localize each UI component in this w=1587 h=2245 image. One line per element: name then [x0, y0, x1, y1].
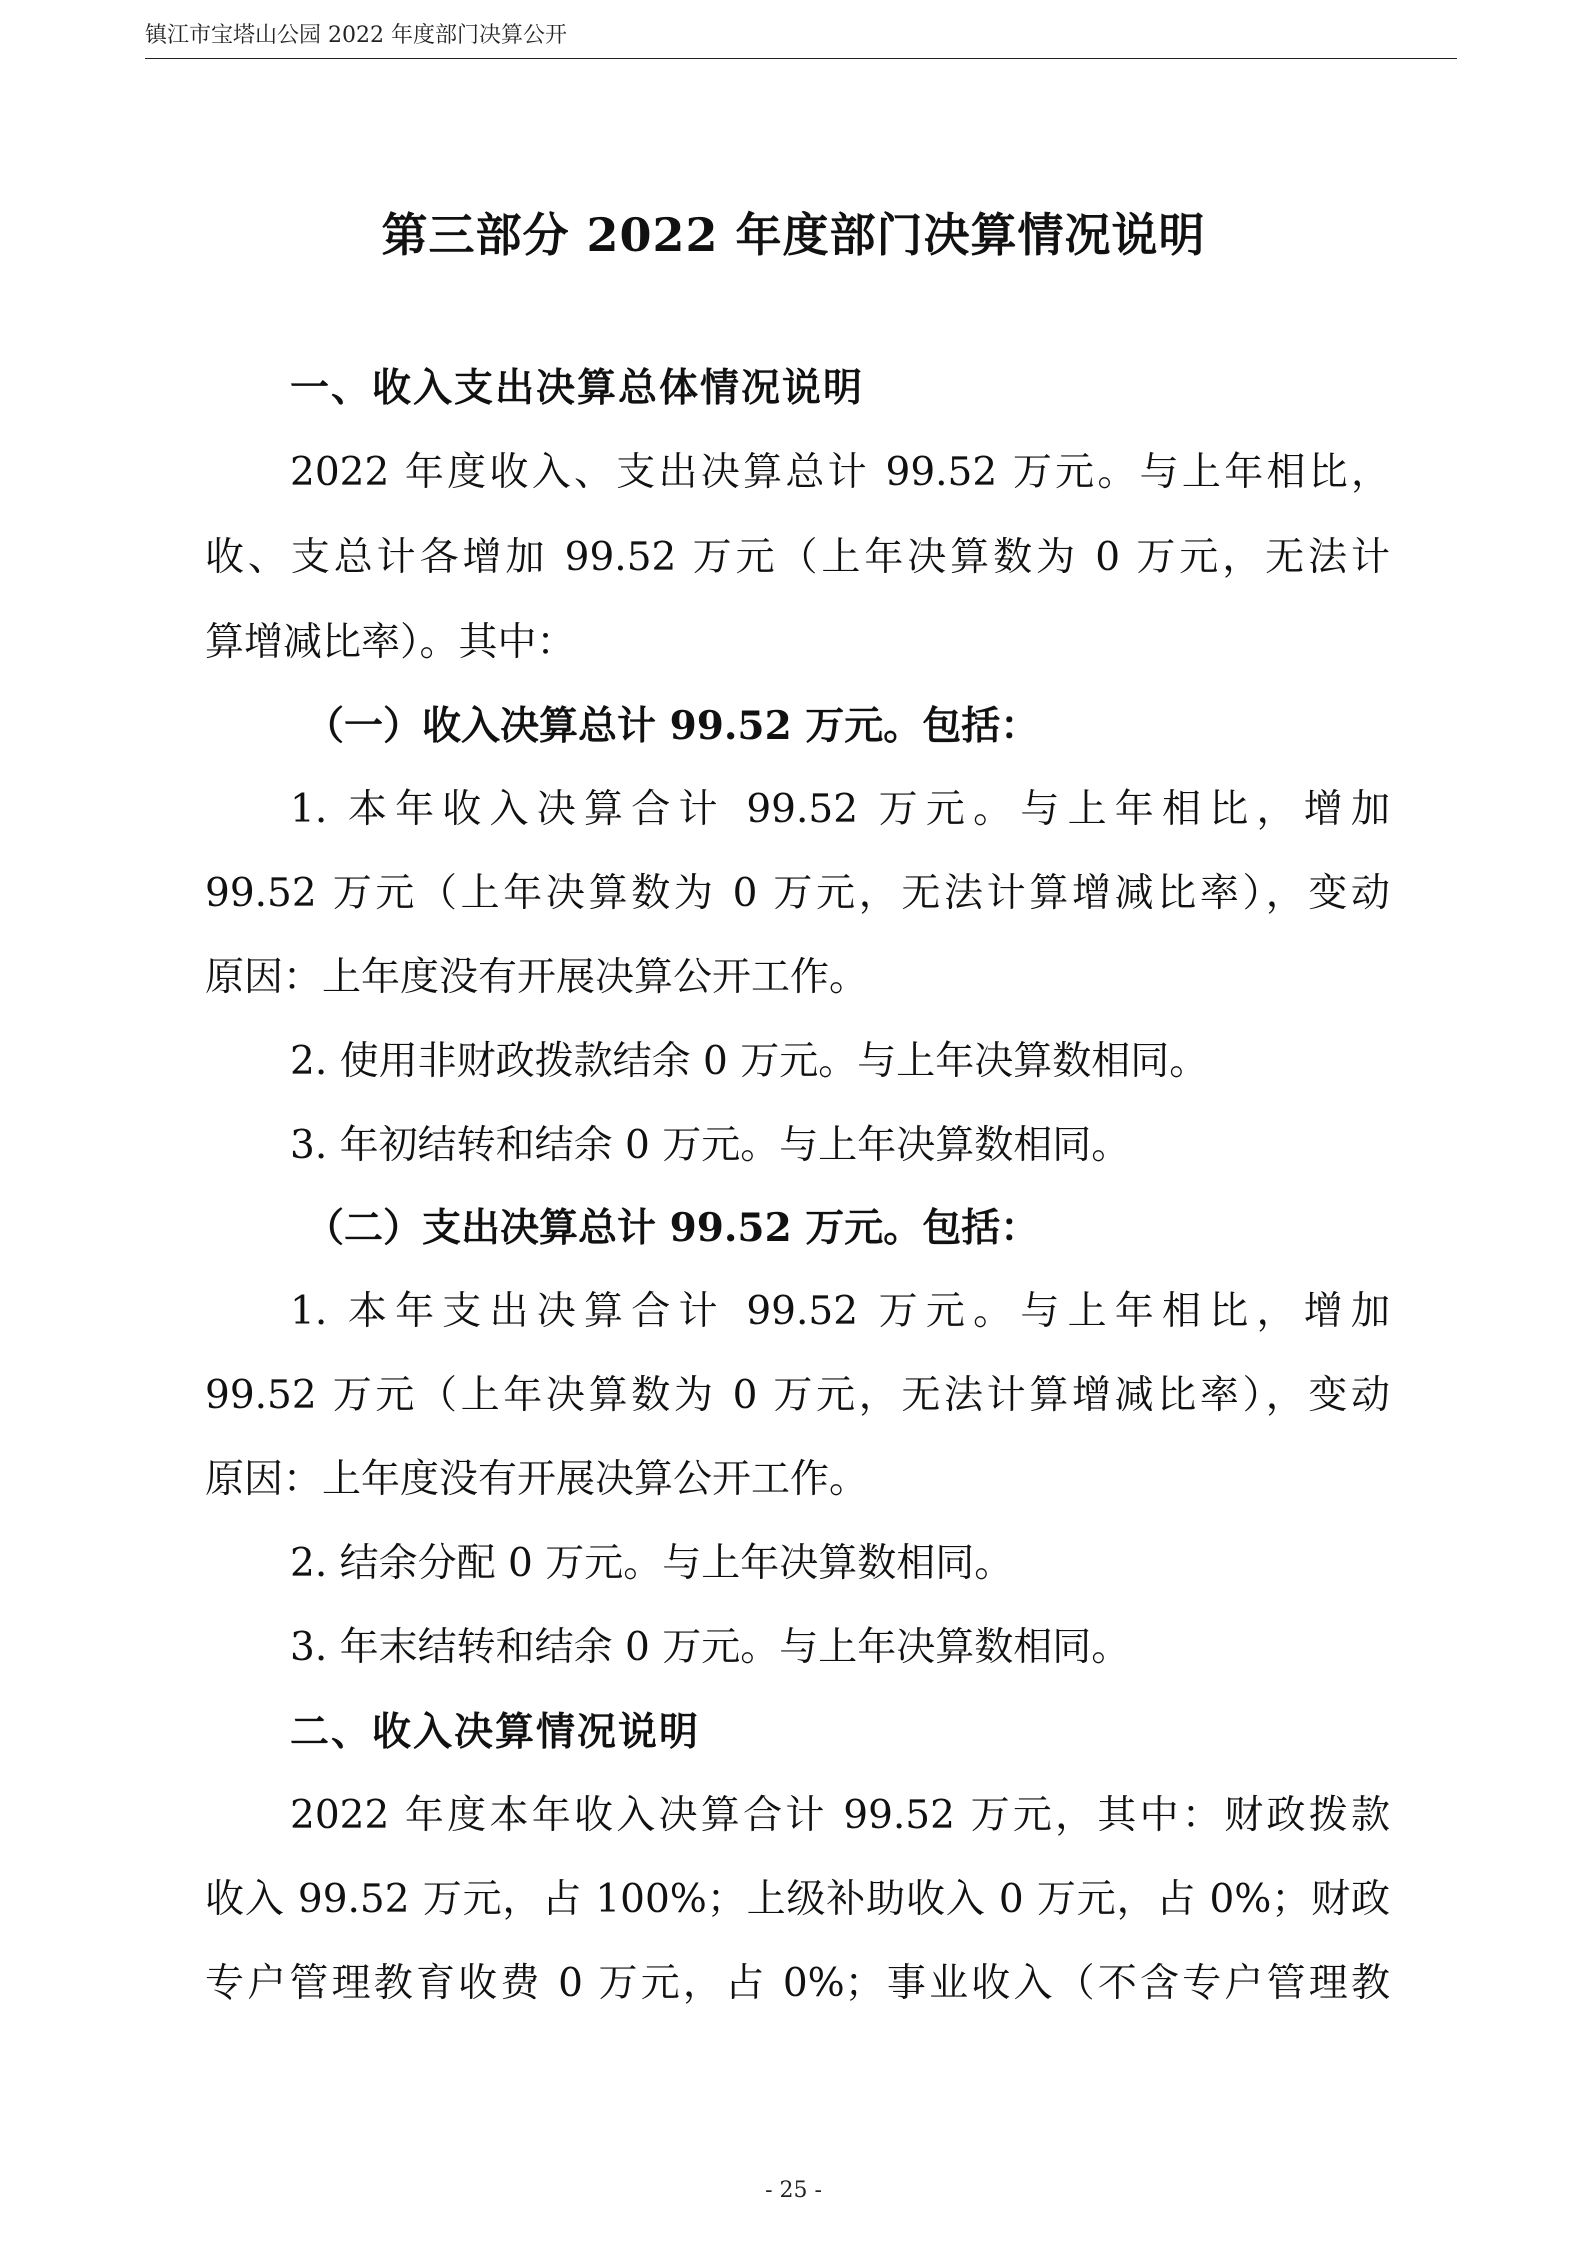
page-header: 镇江市宝塔山公园 2022 年度部门决算公开 [145, 18, 1457, 59]
paragraph-line: 收入 99.52 万元，占 100%；上级补助收入 0 万元，占 0%；财政 [205, 1877, 1390, 1922]
paragraph-line: 1. 本年收入决算合计 99.52 万元。与上年相比，增加 [290, 787, 1390, 832]
paragraph-line: 2. 使用非财政拨款结余 0 万元。与上年决算数相同。 [290, 1039, 1209, 1084]
paragraph-line: 原因：上年度没有开展决算公开工作。 [205, 955, 869, 1000]
paragraph-line: 算增减比率）。其中： [205, 620, 576, 665]
paragraph-line: 2022 年度收入、支出决算总计 99.52 万元。与上年相比， [290, 450, 1390, 495]
paragraph-line: 专户管理教育收费 0 万元，占 0%；事业收入（不含专户管理教 [205, 1961, 1390, 2006]
paragraph-line: 3. 年末结转和结余 0 万元。与上年决算数相同。 [290, 1625, 1131, 1670]
paragraph-line: 99.52 万元（上年决算数为 0 万元，无法计算增减比率），变动 [205, 871, 1390, 916]
paragraph-line: 2022 年度本年收入决算合计 99.52 万元，其中：财政拨款 [290, 1793, 1390, 1838]
page-number: - 25 - [765, 2178, 822, 2203]
paragraph-line: 3. 年初结转和结余 0 万元。与上年决算数相同。 [290, 1123, 1131, 1168]
section-heading-2: 二、收入决算情况说明 [290, 1709, 701, 1755]
section-heading-1: 一、收入支出决算总体情况说明 [290, 365, 865, 411]
paragraph-line: 2. 结余分配 0 万元。与上年决算数相同。 [290, 1541, 1014, 1586]
paragraph-line: 99.52 万元（上年决算数为 0 万元，无法计算增减比率），变动 [205, 1373, 1390, 1418]
paragraph-line: 原因：上年度没有开展决算公开工作。 [205, 1457, 869, 1502]
subsection-heading-1: （一）收入决算总计 99.52 万元。包括： [305, 703, 1040, 749]
paragraph-line: 收、支总计各增加 99.52 万元（上年决算数为 0 万元，无法计 [205, 535, 1390, 580]
subsection-heading-2: （二）支出决算总计 99.52 万元。包括： [305, 1205, 1040, 1251]
page-title: 第三部分 2022 年度部门决算情况说明 [381, 208, 1206, 262]
paragraph-line: 1. 本年支出决算合计 99.52 万元。与上年相比，增加 [290, 1289, 1390, 1334]
